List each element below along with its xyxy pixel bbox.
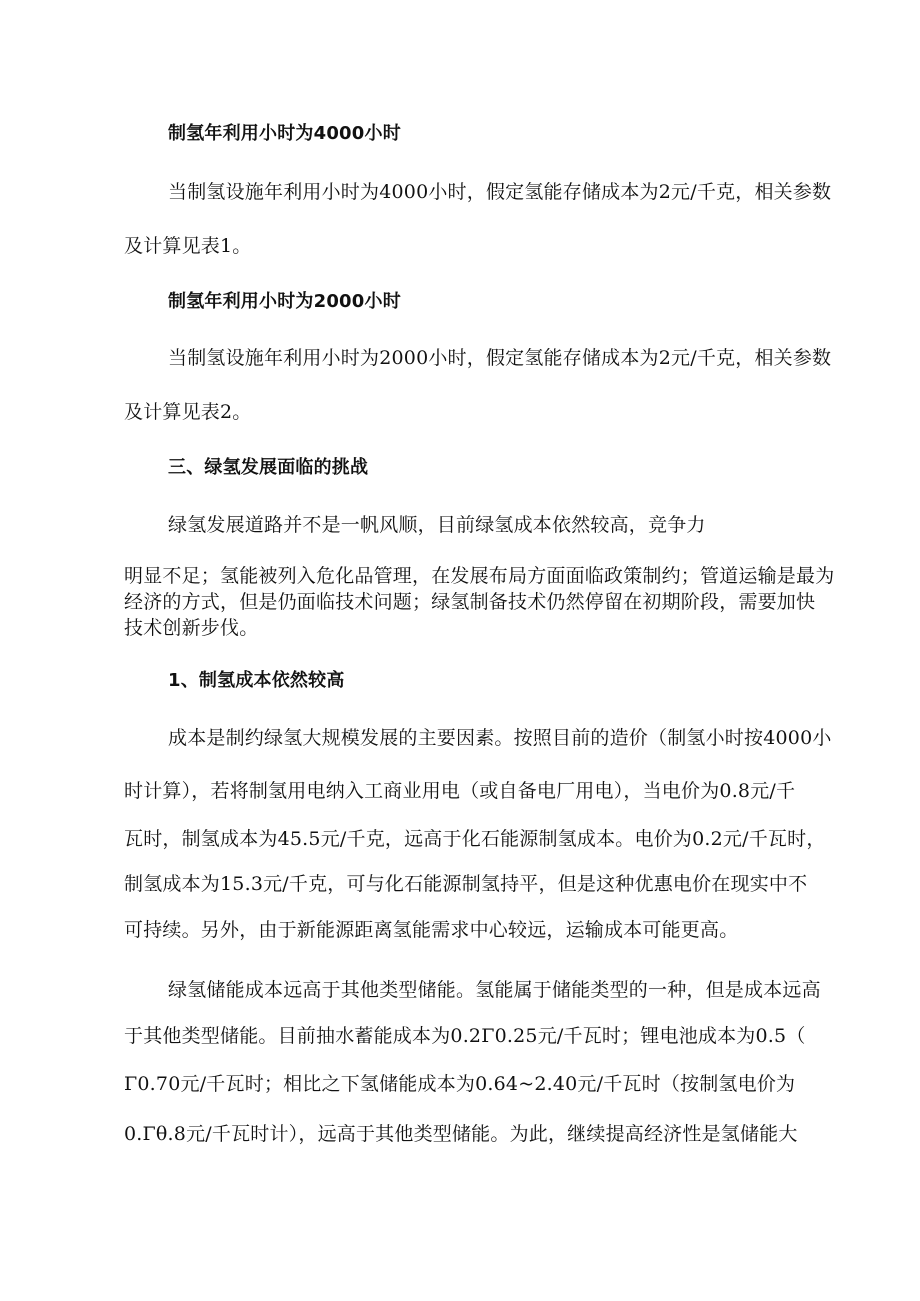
section-heading-2000-hours: 制氢年利用小时为2000小时 [168,291,401,312]
paragraph-cost-line-2: 时计算），若将制氢用电纳入工商业用电（或自备电厂用电），当电价为0.8元/千 [124,780,796,802]
paragraph-cost-line-1: 成本是制约绿氢大规模发展的主要因素。按照目前的造价（制氢小时按4000小 [168,727,832,749]
paragraph-cost-line-3: 瓦时，制氢成本为45.5元/千克，远高于化石能源制氢成本。电价为0.2元/千瓦时， [124,828,826,850]
paragraph-4000-line-1: 当制氢设施年利用小时为4000小时，假定氢能存储成本为2元/千克，相关参数 [168,181,832,203]
paragraph-2000-line-2: 及计算见表2。 [124,401,252,423]
paragraph-4000-line-2: 及计算见表1。 [124,235,252,257]
paragraph-cost-line-5: 可持续。另外，由于新能源距离氢能需求中心较远，运输成本可能更高。 [124,919,739,941]
paragraph-storage-line-4: 0.Γθ.8元/千瓦时计），远高于其他类型储能。为此，继续提高经济性是氢储能大 [124,1123,798,1145]
section-heading-cost: 1、制氢成本依然较高 [168,670,345,691]
paragraph-storage-line-2: 于其他类型储能。目前抽水蓄能成本为0.2Γ0.25元/千瓦时；锂电池成本为0.5（ [124,1025,806,1047]
paragraph-storage-line-1: 绿氢储能成本远高于其他类型储能。氢能属于储能类型的一种，但是成本远高 [168,979,821,1001]
paragraph-2000-line-1: 当制氢设施年利用小时为2000小时，假定氢能存储成本为2元/千克，相关参数 [168,347,832,369]
paragraph-challenges-line-2: 明显不足；氢能被列入危化品管理，在发展布局方面面临政策制约；管道运输是最为 [124,565,835,587]
paragraph-storage-line-3: Γ0.70元/千瓦时；相比之下氢储能成本为0.64~2.40元/千瓦时（按制氢电价为 [124,1073,796,1095]
paragraph-challenges-line-4: 技术创新步伐。 [124,617,259,639]
section-heading-challenges: 三、绿氢发展面临的挑战 [168,457,369,478]
paragraph-cost-line-4: 制氢成本为15.3元/千克，可与化石能源制氢持平，但是这种优惠电价在现实中不 [124,873,808,895]
section-heading-4000-hours: 制氢年利用小时为4000小时 [168,123,401,144]
paragraph-challenges-line-1: 绿氢发展道路并不是一帆风顺，目前绿氢成本依然较高，竞争力 [168,514,706,536]
paragraph-challenges-line-3: 经济的方式，但是仍面临技术问题；绿氢制备技术仍然停留在初期阶段，需要加快 [124,591,816,613]
